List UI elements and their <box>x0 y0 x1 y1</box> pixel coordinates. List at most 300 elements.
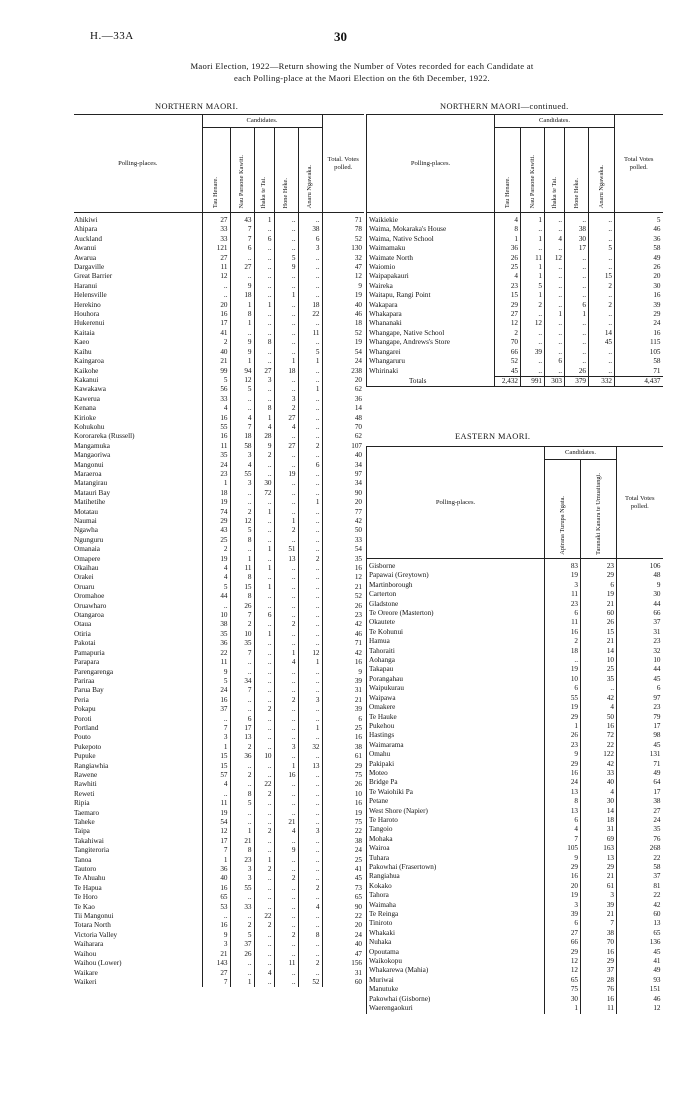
vote-count: .. <box>230 912 254 921</box>
vote-count: 39 <box>545 910 581 919</box>
table-row <box>74 959 364 968</box>
vote-count: 130 <box>322 244 364 253</box>
vote-count: 2 <box>202 545 230 554</box>
table-row <box>74 489 364 498</box>
candidate-header <box>274 128 298 213</box>
vote-count: 13 <box>545 807 581 816</box>
vote-count: 20 <box>615 272 663 281</box>
vote-count: 105 <box>545 844 581 853</box>
vote-count: 75 <box>322 818 364 827</box>
candidate-name: Taranaki Kanara te Umuaitangi. <box>594 472 602 555</box>
vote-count: 131 <box>617 750 663 759</box>
vote-count: 79 <box>617 713 663 722</box>
table-row <box>74 367 364 376</box>
polling-place-name: Reweti <box>74 789 95 798</box>
vote-count: .. <box>230 272 254 281</box>
table-row <box>74 564 364 573</box>
vote-count: 97 <box>322 470 364 479</box>
vote-count: 1 <box>545 310 565 319</box>
vote-count: .. <box>274 752 298 761</box>
table-row <box>367 807 663 816</box>
vote-count: .. <box>230 780 254 789</box>
polling-place-name: Otangaroa <box>74 611 104 620</box>
vote-count: 6 <box>254 235 274 244</box>
vote-count: 36 <box>230 752 254 761</box>
vote-count: 36 <box>202 865 230 874</box>
vote-count: .. <box>521 225 545 234</box>
table-row <box>74 423 364 432</box>
vote-count: .. <box>202 715 230 724</box>
table-row <box>74 319 364 328</box>
polling-place-name: Mohaka <box>367 835 545 844</box>
total-votes-header: Total. Votes polled. <box>322 115 364 213</box>
vote-count: 18 <box>298 301 322 310</box>
vote-count: 5 <box>202 677 230 686</box>
vote-count: 12 <box>230 517 254 526</box>
vote-count: .. <box>230 959 254 968</box>
vote-count: .. <box>298 639 322 648</box>
polling-place-name: Kaingaroa <box>74 357 104 366</box>
table-row <box>74 235 364 244</box>
vote-count: 5 <box>230 931 254 940</box>
vote-count: .. <box>274 686 298 695</box>
vote-count: .. <box>298 282 322 291</box>
polling-place-name: Kororareka (Russell) <box>74 432 135 441</box>
table-row <box>367 938 663 947</box>
vote-count: .. <box>230 489 254 498</box>
table-row <box>74 846 364 855</box>
vote-count: .. <box>274 583 298 592</box>
vote-count: .. <box>589 367 615 377</box>
vote-count: 36 <box>322 395 364 404</box>
table-row <box>367 263 663 272</box>
table-row <box>367 703 663 712</box>
vote-count: .. <box>254 733 274 742</box>
table-row <box>367 291 663 300</box>
candidate-name: Ihaka te Tai. <box>550 177 558 209</box>
vote-count: .. <box>202 282 230 291</box>
candidate-header <box>298 128 322 213</box>
table-row <box>74 884 364 893</box>
vote-count: 17 <box>565 244 589 253</box>
polling-place-name: Waikokopu <box>367 957 545 966</box>
polling-place-name: Whakaki <box>367 929 545 938</box>
vote-count: 4 <box>495 272 521 281</box>
vote-count: 10 <box>230 630 254 639</box>
vote-count: 9 <box>230 348 254 357</box>
table-row <box>74 545 364 554</box>
vote-count: 14 <box>581 647 617 656</box>
vote-count: 21 <box>322 696 364 705</box>
vote-count: .. <box>254 799 274 808</box>
vote-count: .. <box>274 489 298 498</box>
polling-place-name: Rawhiti <box>74 780 97 789</box>
table-row <box>367 910 663 919</box>
polling-place-name: Te Kohunui <box>367 628 545 637</box>
vote-count: .. <box>545 263 565 272</box>
vote-count: .. <box>254 658 274 667</box>
polling-place-name: Kawakawa <box>74 385 106 394</box>
vote-count: 33 <box>202 395 230 404</box>
vote-count: 25 <box>322 724 364 733</box>
vote-count: 29 <box>545 713 581 722</box>
vote-count: 6 <box>565 301 589 310</box>
table-row <box>74 733 364 742</box>
vote-count: .. <box>545 244 565 253</box>
table-row <box>367 995 663 1004</box>
polling-place-name: Otiria <box>74 629 91 638</box>
vote-count: 4 <box>545 235 565 244</box>
vote-count: 37 <box>617 618 663 627</box>
table-row <box>74 715 364 724</box>
vote-count: 23 <box>202 470 230 479</box>
table-row <box>74 978 364 987</box>
table-row <box>74 385 364 394</box>
vote-count: .. <box>589 235 615 244</box>
vote-count: 39 <box>322 677 364 686</box>
table-row <box>367 235 663 244</box>
vote-count: 1 <box>202 479 230 488</box>
polling-place-name: Portland <box>74 723 99 732</box>
table-row <box>367 675 663 684</box>
vote-count: 22 <box>254 912 274 921</box>
vote-count: 6 <box>545 919 581 928</box>
vote-count: 3 <box>230 451 254 460</box>
vote-count: .. <box>274 508 298 517</box>
vote-count: 8 <box>230 592 254 601</box>
polling-place-name: Carterton <box>367 590 545 599</box>
table-row <box>74 291 364 300</box>
vote-count: .. <box>230 705 254 714</box>
polling-place-name: Oruawharo <box>74 601 107 610</box>
table-row <box>74 611 364 620</box>
vote-count: 7 <box>230 235 254 244</box>
table-row <box>74 771 364 780</box>
vote-count: 58 <box>230 442 254 451</box>
polling-place-name: Ngawha <box>74 526 98 535</box>
polling-place-name: Taipa <box>74 827 90 836</box>
vote-count: 3 <box>230 874 254 883</box>
table-row <box>74 432 364 441</box>
vote-count: 66 <box>495 348 521 357</box>
vote-count: 33 <box>202 235 230 244</box>
vote-count: 4 <box>254 969 274 978</box>
table-row <box>367 844 663 853</box>
vote-count: .. <box>254 931 274 940</box>
polling-place-name: Victoria Valley <box>74 930 118 939</box>
table-row <box>367 1004 663 1013</box>
vote-count: 6 <box>230 715 254 724</box>
vote-count: 12 <box>230 376 254 385</box>
total-votes-header-continued: Total Votes polled. <box>615 115 663 213</box>
polling-place-name: Awarua <box>74 253 97 262</box>
vote-count: 52 <box>495 357 521 366</box>
polling-place-name: Okautete <box>367 618 545 627</box>
vote-count: .. <box>298 602 322 611</box>
title-line-2: each Polling-place at the Maori Election on the 6th December, 1922. <box>233 73 490 83</box>
vote-count: 5 <box>230 526 254 535</box>
vote-count: 3 <box>230 479 254 488</box>
vote-count: 2 <box>298 959 322 968</box>
vote-count: 13 <box>230 733 254 742</box>
vote-count: 42 <box>322 517 364 526</box>
table-row <box>74 263 364 272</box>
vote-count: 16 <box>322 733 364 742</box>
vote-count: 6 <box>545 357 565 366</box>
vote-count: 12 <box>617 1004 663 1013</box>
polling-place-name: Rangiahua <box>367 872 545 881</box>
table-row <box>74 818 364 827</box>
vote-count: 1 <box>202 743 230 752</box>
polling-place-name: Petane <box>367 797 545 806</box>
vote-count: 39 <box>322 705 364 714</box>
return-title <box>60 60 664 84</box>
table-row <box>74 856 364 865</box>
vote-count: 43 <box>230 213 254 226</box>
vote-count: .. <box>254 254 274 263</box>
northern-maori-table <box>74 114 364 987</box>
polling-place-name: Whirinaki <box>367 367 495 377</box>
vote-count: 23 <box>581 559 617 572</box>
vote-count: 21 <box>322 583 364 592</box>
vote-count: 8 <box>230 846 254 855</box>
vote-count: 18 <box>322 319 364 328</box>
polling-place-name: Waikiekie <box>367 213 495 226</box>
vote-count: 156 <box>322 959 364 968</box>
vote-count: .. <box>274 602 298 611</box>
table-row <box>367 618 663 627</box>
polling-place-name: Kakanui <box>74 375 99 384</box>
vote-count: 27 <box>202 969 230 978</box>
table-row <box>367 656 663 665</box>
vote-count: .. <box>298 545 322 554</box>
vote-count: 28 <box>581 976 617 985</box>
vote-count: 93 <box>617 976 663 985</box>
vote-count: 24 <box>202 461 230 470</box>
vote-count: .. <box>545 272 565 281</box>
vote-count: 1 <box>521 272 545 281</box>
vote-count: 6 <box>545 609 581 618</box>
polling-place-name: Rawene <box>74 770 98 779</box>
polling-place-name: Matihetihe <box>74 498 106 507</box>
vote-count: 6 <box>298 461 322 470</box>
polling-place-name: Matangirau <box>74 479 108 488</box>
polling-place-name: Great Barrier <box>74 272 113 281</box>
vote-count: 42 <box>322 620 364 629</box>
vote-count: 23 <box>545 600 581 609</box>
vote-count: .. <box>230 658 254 667</box>
vote-count: .. <box>254 978 274 987</box>
vote-count: 37 <box>617 872 663 881</box>
vote-count: 12 <box>545 957 581 966</box>
table-row <box>74 827 364 836</box>
vote-count: 29 <box>202 517 230 526</box>
table-row <box>74 414 364 423</box>
vote-count: 2 <box>230 743 254 752</box>
vote-count: .. <box>545 367 565 377</box>
table-row <box>367 929 663 938</box>
vote-count: .. <box>565 319 589 328</box>
vote-count: .. <box>298 752 322 761</box>
vote-count: 19 <box>545 891 581 900</box>
polling-place-name: Parapara <box>74 658 100 667</box>
vote-count: 29 <box>615 310 663 319</box>
polling-place-name: Pakotai <box>74 639 96 648</box>
vote-count: 18 <box>581 816 617 825</box>
vote-count: 36 <box>202 639 230 648</box>
vote-count: 122 <box>581 750 617 759</box>
polling-place-name: Waerengaokuri <box>367 1004 545 1013</box>
table-row <box>367 637 663 646</box>
vote-count: 3 <box>581 891 617 900</box>
vote-count: 11 <box>202 263 230 272</box>
vote-count: 57 <box>202 771 230 780</box>
vote-count: 16 <box>322 658 364 667</box>
table-row <box>367 760 663 769</box>
polling-place-name: Gisborne <box>367 559 545 572</box>
vote-count: 16 <box>581 995 617 1004</box>
vote-count: .. <box>274 592 298 601</box>
vote-count: 65 <box>545 976 581 985</box>
candidates-header: Candidates. <box>202 115 322 128</box>
vote-count: 54 <box>322 348 364 357</box>
vote-count: 26 <box>545 731 581 740</box>
vote-count: .. <box>274 865 298 874</box>
polling-place-name: Hamua <box>367 637 545 646</box>
vote-count: 38 <box>565 225 589 234</box>
vote-count: 40 <box>322 940 364 949</box>
vote-count: 24 <box>202 686 230 695</box>
vote-count: 11 <box>581 1004 617 1013</box>
vote-count: .. <box>274 338 298 347</box>
vote-count: 2 <box>495 329 521 338</box>
polling-place-name: Omanaia <box>74 545 100 554</box>
table-row <box>367 225 663 234</box>
vote-count: .. <box>274 432 298 441</box>
polling-place-name: Muriwai <box>367 976 545 985</box>
vote-count: .. <box>298 921 322 930</box>
vote-count: 37 <box>230 940 254 949</box>
polling-place-name: Waiomio <box>367 263 495 272</box>
vote-count: .. <box>274 301 298 310</box>
polling-place-name: Oruaru <box>74 582 95 591</box>
vote-count: 49 <box>617 966 663 975</box>
polling-place-name: West Shore (Napier) <box>367 807 545 816</box>
vote-count: 47 <box>322 950 364 959</box>
vote-count: 4 <box>202 573 230 582</box>
candidate-header <box>589 128 615 213</box>
polling-place-name: Mangonui <box>74 460 104 469</box>
vote-count: .. <box>202 790 230 799</box>
polling-place-name: Okaihau <box>74 564 99 573</box>
vote-count: .. <box>274 611 298 620</box>
vote-count: 35 <box>202 451 230 460</box>
total-value: 379 <box>565 376 589 386</box>
vote-count: 1 <box>521 263 545 272</box>
polling-place-name: Whangape, Andrews's Store <box>367 338 495 347</box>
vote-count: 5 <box>202 376 230 385</box>
vote-count: 22 <box>298 310 322 319</box>
vote-count: .. <box>274 348 298 357</box>
polling-place-name: Whangaruru <box>367 357 495 366</box>
vote-count: 4 <box>495 213 521 226</box>
polling-place-name: Tiniroto <box>367 919 545 928</box>
vote-count: .. <box>274 903 298 912</box>
vote-count: .. <box>298 940 322 949</box>
vote-count: 9 <box>545 750 581 759</box>
vote-count: .. <box>298 677 322 686</box>
polling-place-name: Tautoro <box>74 865 97 874</box>
table-row <box>367 901 663 910</box>
vote-count: 9 <box>274 846 298 855</box>
vote-count: 19 <box>545 703 581 712</box>
vote-count: 19 <box>322 338 364 347</box>
vote-count: 31 <box>322 686 364 695</box>
vote-count: 268 <box>617 844 663 853</box>
vote-count: .. <box>230 818 254 827</box>
vote-count: 1 <box>495 235 521 244</box>
table-row <box>367 609 663 618</box>
vote-count: 13 <box>617 919 663 928</box>
vote-count: 4 <box>202 564 230 573</box>
table-row <box>367 628 663 637</box>
polling-place-name: Kirioke <box>74 413 96 422</box>
vote-count: .. <box>298 573 322 582</box>
vote-count: .. <box>589 310 615 319</box>
vote-count: 1 <box>274 762 298 771</box>
vote-count: 27 <box>274 414 298 423</box>
vote-count: 48 <box>322 414 364 423</box>
vote-count: 71 <box>322 213 364 226</box>
vote-count: 6 <box>322 715 364 724</box>
vote-count: 40 <box>202 874 230 883</box>
vote-count: 12 <box>521 319 545 328</box>
vote-count: .. <box>274 451 298 460</box>
vote-count: .. <box>298 272 322 281</box>
vote-count: 20 <box>322 498 364 507</box>
vote-count: .. <box>565 263 589 272</box>
vote-count: .. <box>298 912 322 921</box>
table-row <box>74 282 364 291</box>
vote-count: .. <box>298 771 322 780</box>
table-row <box>367 713 663 722</box>
polling-place-name: Whananaki <box>367 319 495 328</box>
vote-count: 1 <box>202 856 230 865</box>
vote-count: .. <box>254 592 274 601</box>
vote-count: 38 <box>322 743 364 752</box>
polling-place-name: Omapere <box>74 554 101 563</box>
table-row <box>367 694 663 703</box>
vote-count: 37 <box>581 966 617 975</box>
vote-count: 1 <box>254 213 274 226</box>
table-row <box>367 329 663 338</box>
vote-count: .. <box>274 940 298 949</box>
vote-count: .. <box>274 837 298 846</box>
northern-heading: NORTHERN MAORI. <box>155 102 239 111</box>
vote-count: .. <box>298 893 322 902</box>
vote-count: 6 <box>254 611 274 620</box>
vote-count: .. <box>274 799 298 808</box>
vote-count: .. <box>254 846 274 855</box>
vote-count: 9 <box>202 668 230 677</box>
table-row <box>74 526 364 535</box>
vote-count: .. <box>254 903 274 912</box>
vote-count: .. <box>298 950 322 959</box>
vote-count: 22 <box>322 912 364 921</box>
vote-count: .. <box>254 950 274 959</box>
vote-count: .. <box>202 602 230 611</box>
vote-count: .. <box>298 564 322 573</box>
